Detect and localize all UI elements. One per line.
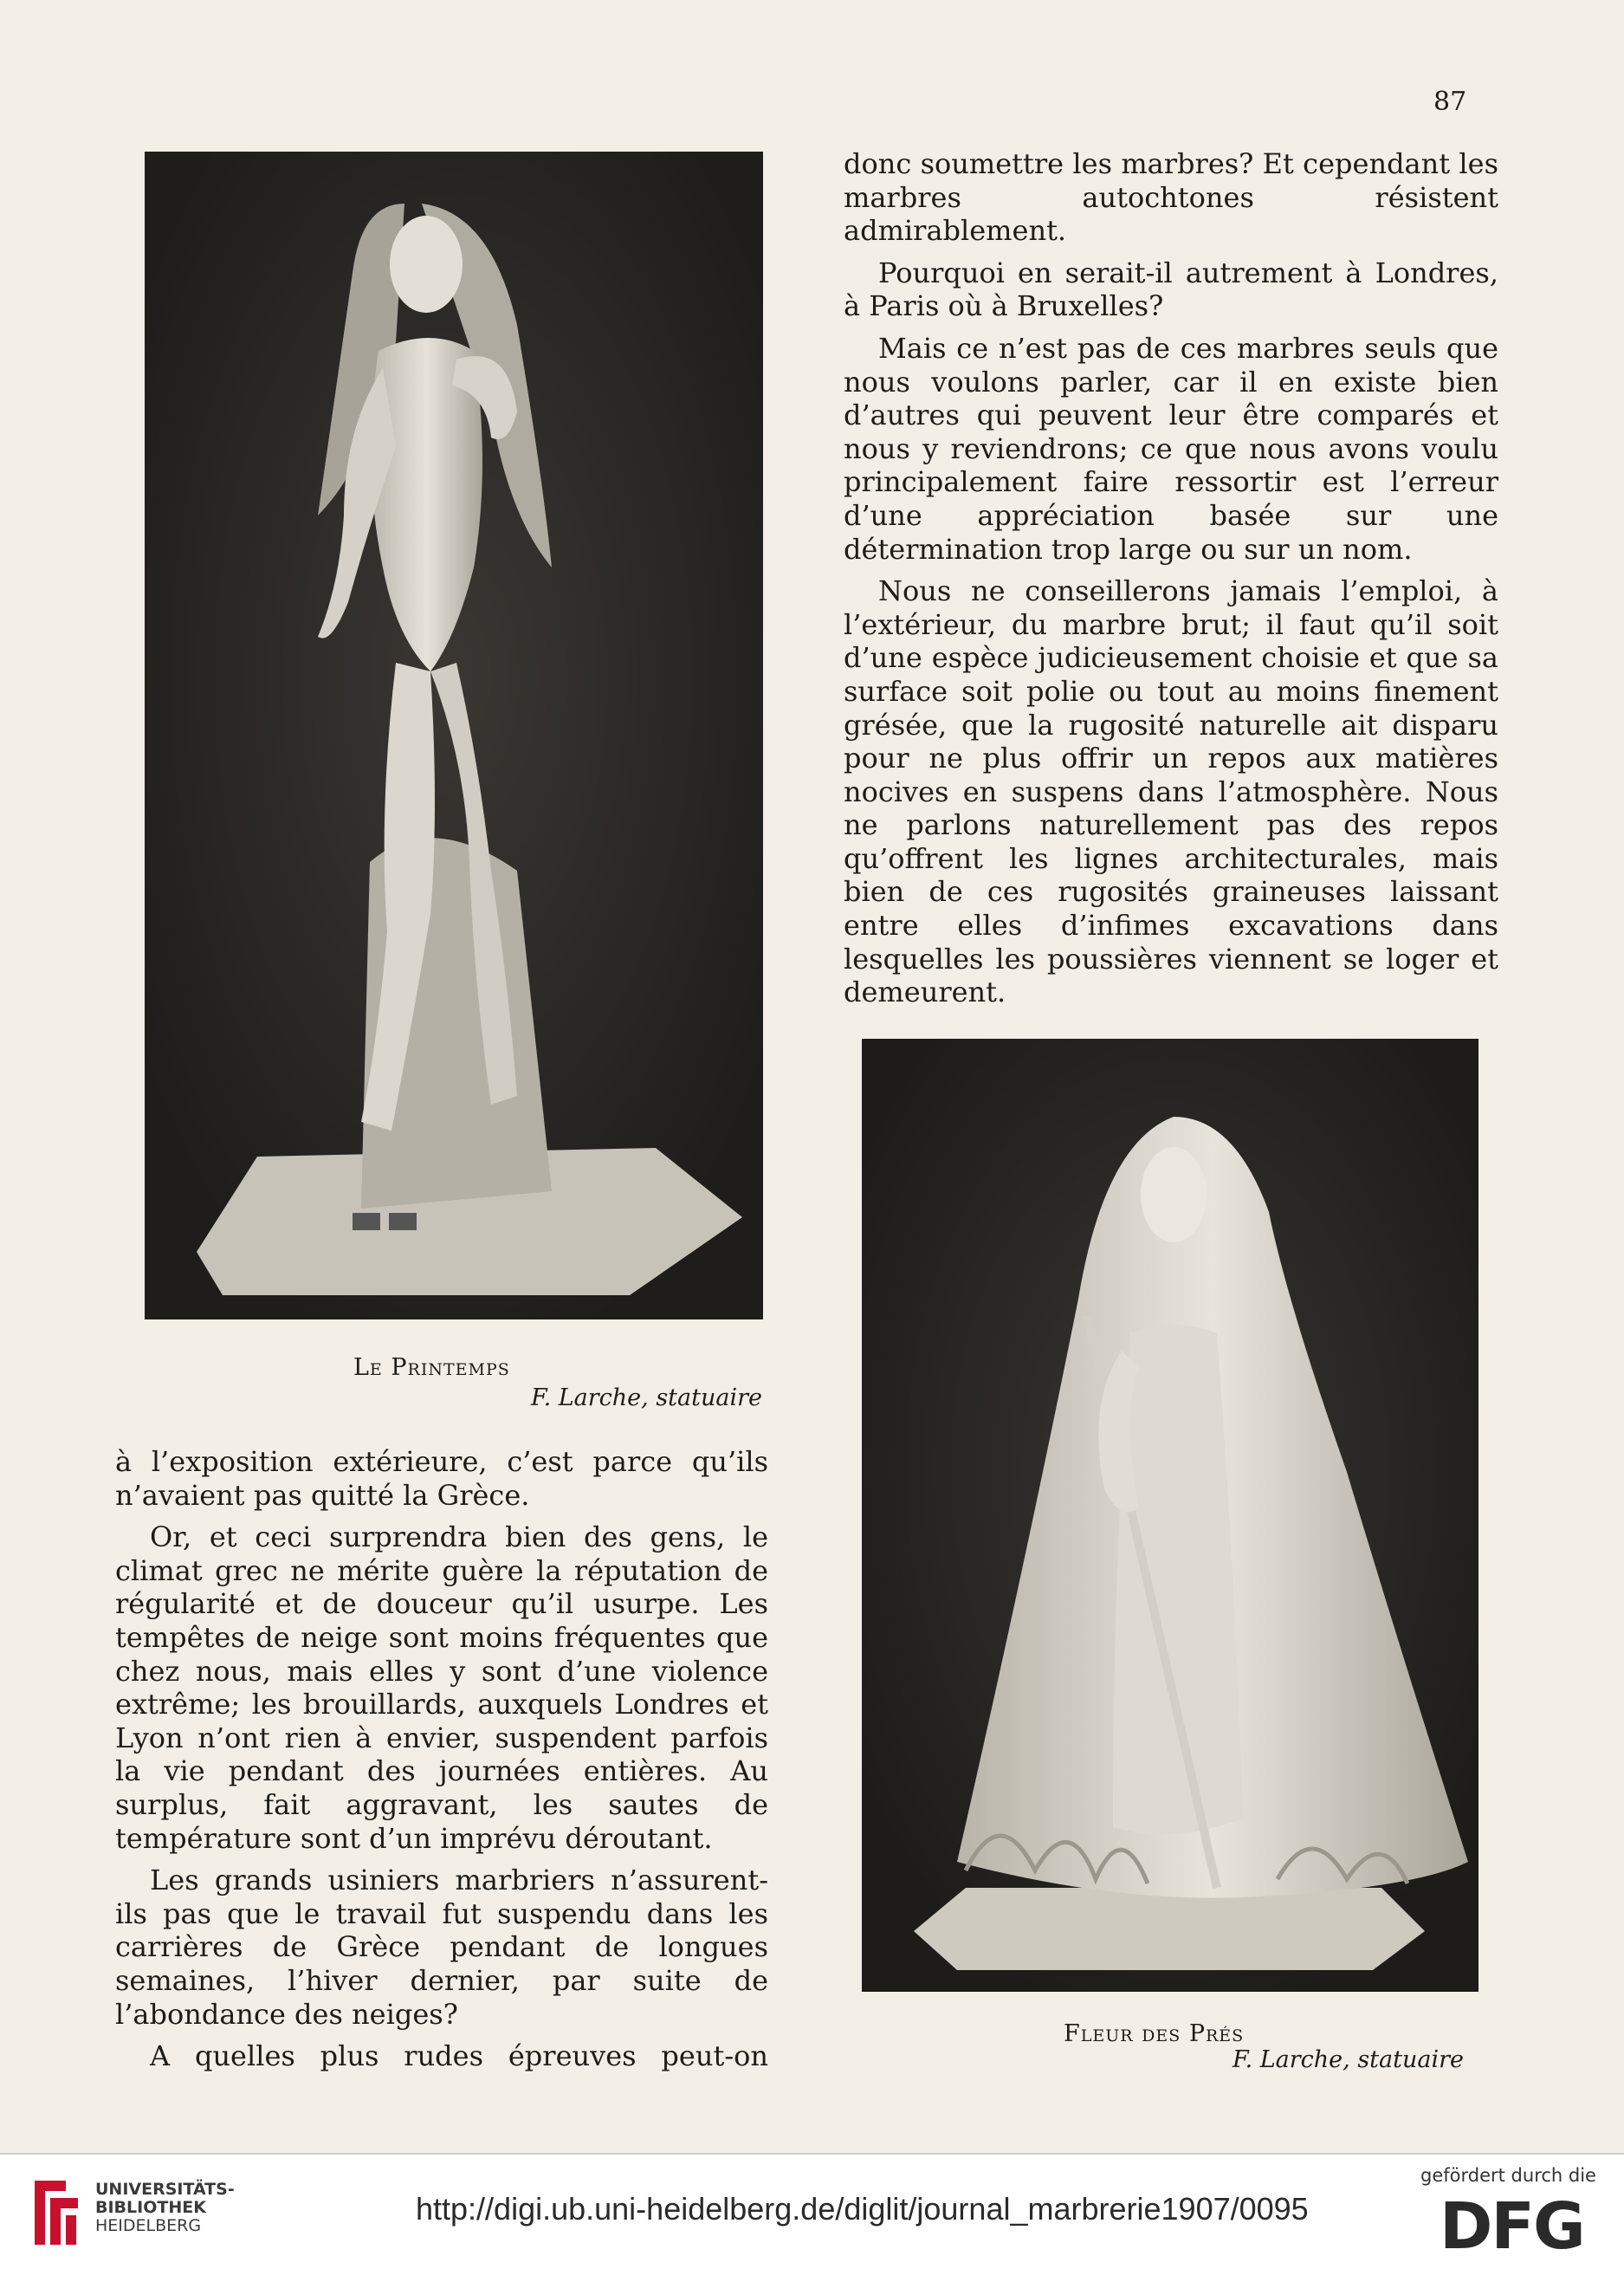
- paragraph: à l’exposition extérieure, c’est parce qu’ils n’avaient pas quitté la Grèce.: [115, 1445, 768, 1512]
- caption-credit-le-printemps: F. Larche, statuaire: [531, 1384, 762, 1411]
- library-line: HEIDELBERG: [95, 2216, 202, 2235]
- left-column-bottom: [115, 1445, 768, 2082]
- caption-title-le-printemps: Le Printemps: [353, 1354, 510, 1381]
- page-number: 87: [1433, 87, 1467, 117]
- paragraph: Les grands usiniers marbriers n’assurent-ils pas que le travail fut suspendu dans les carrières de Grèce pendant de longues semaines, l’hiver dernier, par suite de l’abondance des neiges?: [115, 1864, 768, 2031]
- photo-fleur-des-pres: [862, 1039, 1478, 1992]
- paragraph: Or, et ceci surprendra bien des gens, le climat grec ne mérite guère la réputation de régularité et de douceur qu’il usurpe. Les tempêtes de neige sont moins fréquentes que chez nous, mais elles y sont d’une violence extrême; les brouillards, auxquels Londres et Lyon n’ont rien à envier, suspendent parfois la vie pendant des journées entières. Au surplus, fait aggravant, les sautes de température sont d’un imprévu déroutant.: [115, 1520, 768, 1855]
- right-column-top: [844, 147, 1498, 1018]
- library-line: UNIVERSITÄTS-: [95, 2180, 235, 2199]
- dfg-logo: DFG: [1440, 2189, 1584, 2264]
- university-library-logo-icon: [31, 2174, 81, 2252]
- caption-title-fleur-des-pres: Fleur des Prés: [1064, 2020, 1245, 2047]
- photo-le-printemps: [145, 152, 763, 1319]
- paragraph: Pourquoi en serait-il autrement à Londres, à Paris où à Bruxelles?: [844, 256, 1498, 323]
- caption-credit-fleur-des-pres: F. Larche, statuaire: [1233, 2046, 1464, 2073]
- library-line: BIBLIOTHEK: [95, 2198, 206, 2217]
- digitization-footer: [0, 2153, 1624, 2269]
- funded-by-label: gefördert durch die: [1420, 2165, 1596, 2186]
- paragraph: Nous ne conseillerons jamais l’emploi, à l’extérieur, du marbre brut; il faut qu’il soit d’une espèce judicieusement choisie et que sa surface soit polie ou tout au moins finement grésée, que la rugosité naturelle ait disparu pour ne plus offrir un repos aux matières nocives en suspens dans l’atmosphère. Nous ne parlons naturellement pas des repos qu’offrent les lignes architecturales, mais bien de ces rugosités graineuses laissant entre elles d’infimes excavations dans lesquelles les poussières viennent se loger et demeurent.: [844, 574, 1498, 1009]
- university-library-name: [95, 2181, 235, 2235]
- paragraph: donc soumettre les marbres? Et cependant les marbres autochtones résistent admirablement.: [844, 147, 1498, 248]
- paragraph: A quelles plus rudes épreuves peut-on: [150, 2039, 768, 2073]
- source-url-link[interactable]: http://digi.ub.uni-heidelberg.de/diglit/journal_marbrerie1907/0095: [416, 2191, 1309, 2227]
- paragraph: Mais ce n’est pas de ces marbres seuls que nous voulons parler, car il en existe bien d’autres qui peuvent leur être comparés et nous y reviendrons; ce que nous avons voulu principalement faire ressortir est l’erreur d’une appréciation basée sur une détermination trop large ou sur un nom.: [844, 331, 1498, 566]
